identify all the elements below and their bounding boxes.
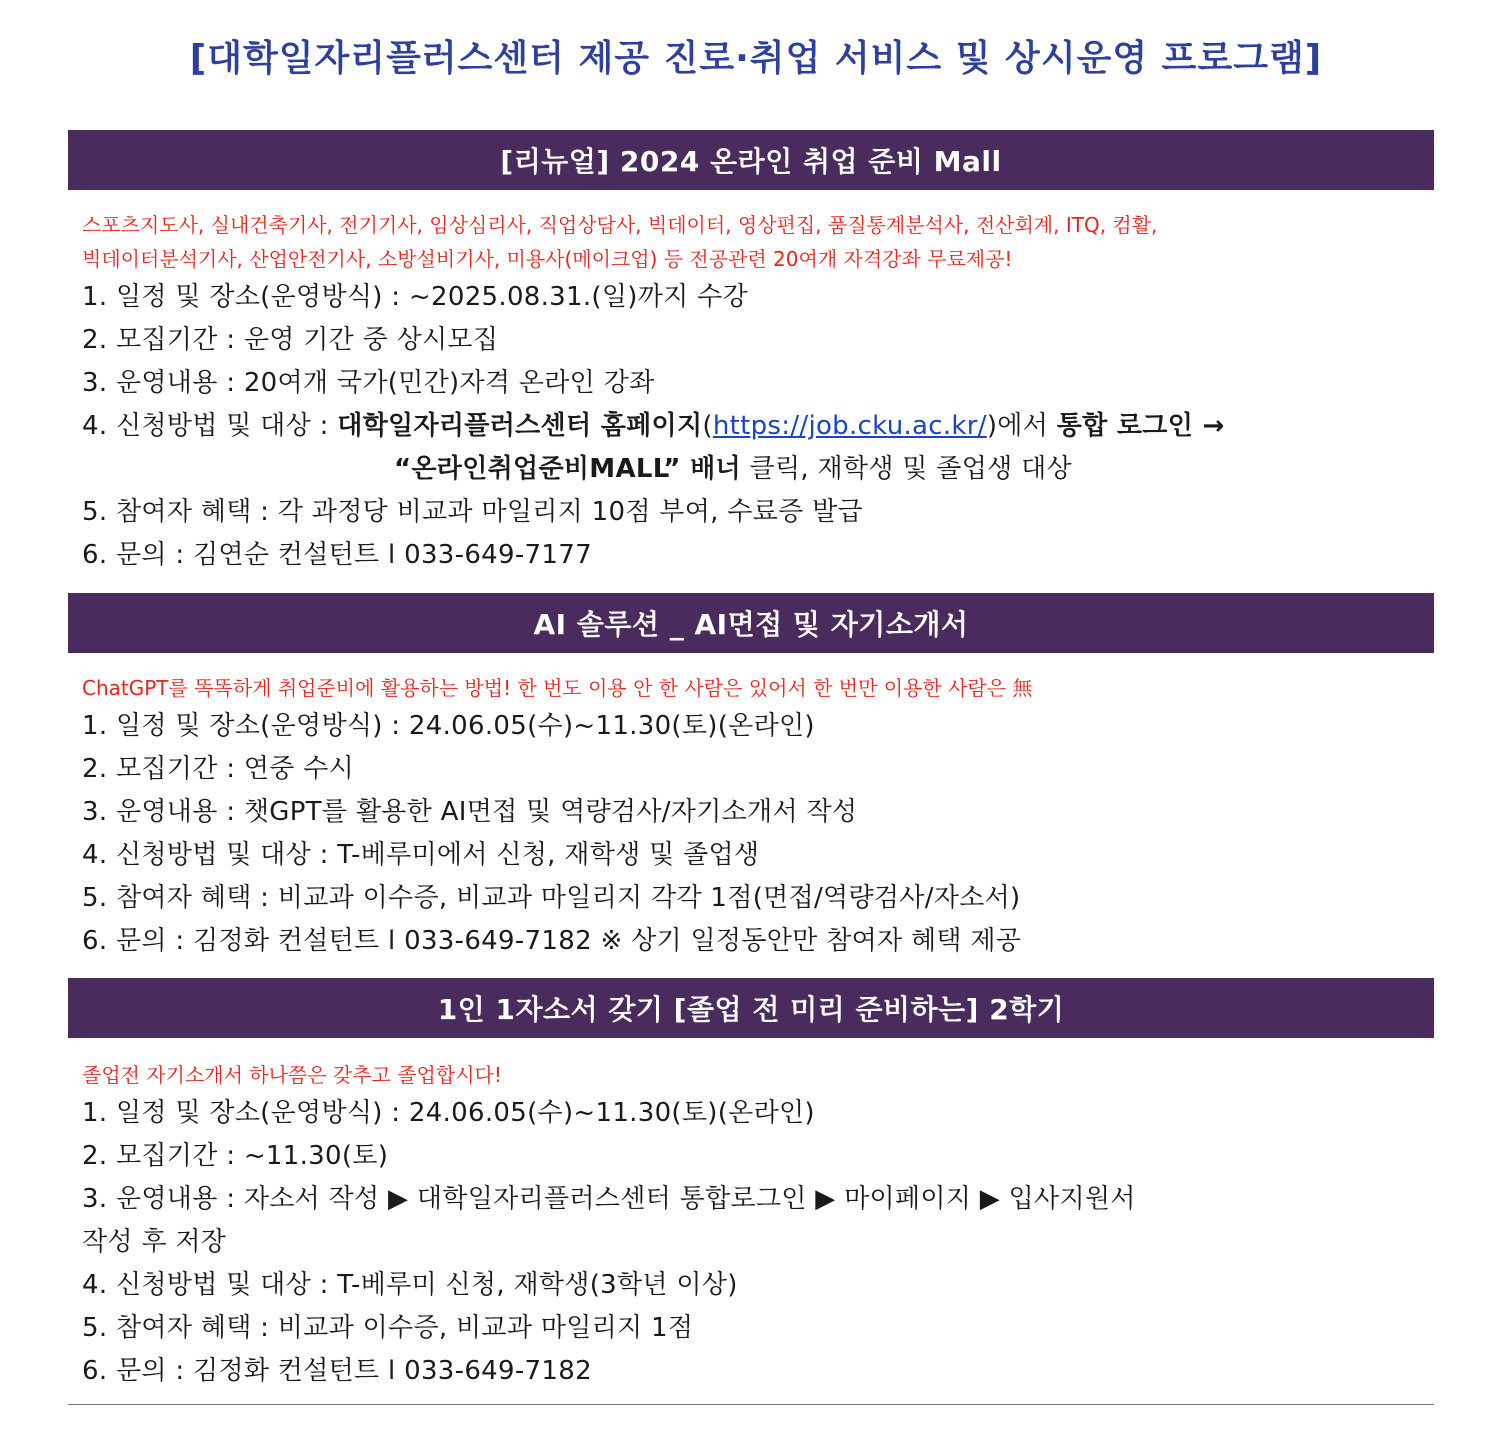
list-item-continuation xyxy=(82,448,1434,491)
section-online-mall xyxy=(68,130,1434,577)
notice-text: 졸업전 자기소개서 하나쯤은 갖추고 졸업합시다! xyxy=(82,1063,502,1087)
banner-name: “온라인취업준비MALL” 배너 xyxy=(394,454,741,484)
list-item: 2. 모집기간 : 연중 수시 xyxy=(82,754,355,784)
list-item: 3. 운영내용 : 20여개 국가(민간)자격 온라인 강좌 xyxy=(82,368,655,398)
info-list xyxy=(68,1092,1434,1393)
list-item: 5. 참여자 혜택 : 비교과 이수증, 비교과 마일리지 각각 1점(면접/역량검사/자소서) xyxy=(82,883,1021,913)
paren-open: ( xyxy=(702,411,713,441)
list-item: 1. 일정 및 장소(운영방식) : 24.06.05(수)~11.30(토)(온라인) xyxy=(82,711,815,741)
list-item: 4. 신청방법 및 대상 : T-베루미에서 신청, 재학생 및 졸업생 xyxy=(82,840,760,870)
notice-text: 빅데이터분석기사, 산업안전기사, 소방설비기사, 미용사(메이크업) 등 전공관련 20여개 자격강좌 무료제공! xyxy=(82,247,1013,271)
notice-text: ChatGPT를 똑똑하게 취업준비에 활용하는 방법! 한 번도 이용 안 한 사람은 있어서 한 번만 이용한 사람은 無 xyxy=(82,676,1033,700)
section-header: 1인 1자소서 갖기 [졸업 전 미리 준비하는] 2학기 xyxy=(68,978,1434,1038)
list-item: 4. 신청방법 및 대상 : T-베루미 신청, 재학생(3학년 이상) xyxy=(82,1270,738,1300)
homepage-link[interactable]: https://job.cku.ac.kr/ xyxy=(712,411,987,441)
list-item: 6. 문의 : 김연순 컨설턴트 l 033-649-7177 xyxy=(82,540,592,570)
section-header: [리뉴얼] 2024 온라인 취업 준비 Mall xyxy=(68,130,1434,190)
list-item: 5. 참여자 혜택 : 각 과정당 비교과 마일리지 10점 부여, 수료증 발급 xyxy=(82,497,863,527)
list-item: 6. 문의 : 김정화 컨설턴트 l 033-649-7182 ※ 상기 일정동안만 참여자 혜택 제공 xyxy=(82,926,1022,956)
list-item: 2. 모집기간 : 운영 기간 중 상시모집 xyxy=(82,325,499,355)
list-item: 3. 운영내용 : 챗GPT를 활용한 AI면접 및 역량검사/자기소개서 작성 xyxy=(82,797,858,827)
list-item: 5. 참여자 혜택 : 비교과 이수증, 비교과 마일리지 1점 xyxy=(82,1313,694,1343)
page-title: [대학일자리플러스센터 제공 진로·취업 서비스 및 상시운영 프로그램] xyxy=(189,38,1323,79)
homepage-name: 대학일자리플러스센터 홈페이지 xyxy=(337,411,703,441)
section-ai-solution xyxy=(68,593,1434,963)
list-item: 2. 모집기간 : ~11.30(토) xyxy=(82,1141,389,1171)
list-item: 3. 운영내용 : 자소서 작성 ▶ 대학일자리플러스센터 통합로그인 ▶ 마이페이지 ▶ 입사지원서 xyxy=(82,1184,1136,1214)
list-item: 1. 일정 및 장소(운영방식) : 24.06.05(수)~11.30(토)(온라인) xyxy=(82,1098,815,1128)
section-header: AI 솔루션 _ AI면접 및 자기소개서 xyxy=(68,593,1434,653)
banner-tail: 클릭, 재학생 및 졸업생 대상 xyxy=(740,454,1072,484)
after-link-text: )에서 xyxy=(986,411,1057,441)
section-self-intro xyxy=(68,978,1434,1393)
info-list xyxy=(68,276,1434,577)
list-item: 1. 일정 및 장소(운영방식) : ~2025.08.31.(일)까지 수강 xyxy=(82,282,748,312)
notice-text: 스포츠지도사, 실내건축기사, 전기기사, 임상심리사, 직업상담사, 빅데이터, 영상편집, 품질통계분석사, 전산회계, ITQ, 컴활, xyxy=(82,213,1158,237)
bottom-divider xyxy=(68,1404,1434,1405)
list-item: 6. 문의 : 김정화 컨설턴트 l 033-649-7182 xyxy=(82,1356,592,1386)
apply-prefix: 4. 신청방법 및 대상 : xyxy=(82,411,338,441)
list-item-continuation: 작성 후 저장 xyxy=(82,1227,227,1257)
info-list xyxy=(68,705,1434,963)
login-instruction: 통합 로그인 → xyxy=(1056,411,1225,441)
list-item-apply xyxy=(82,405,1434,448)
